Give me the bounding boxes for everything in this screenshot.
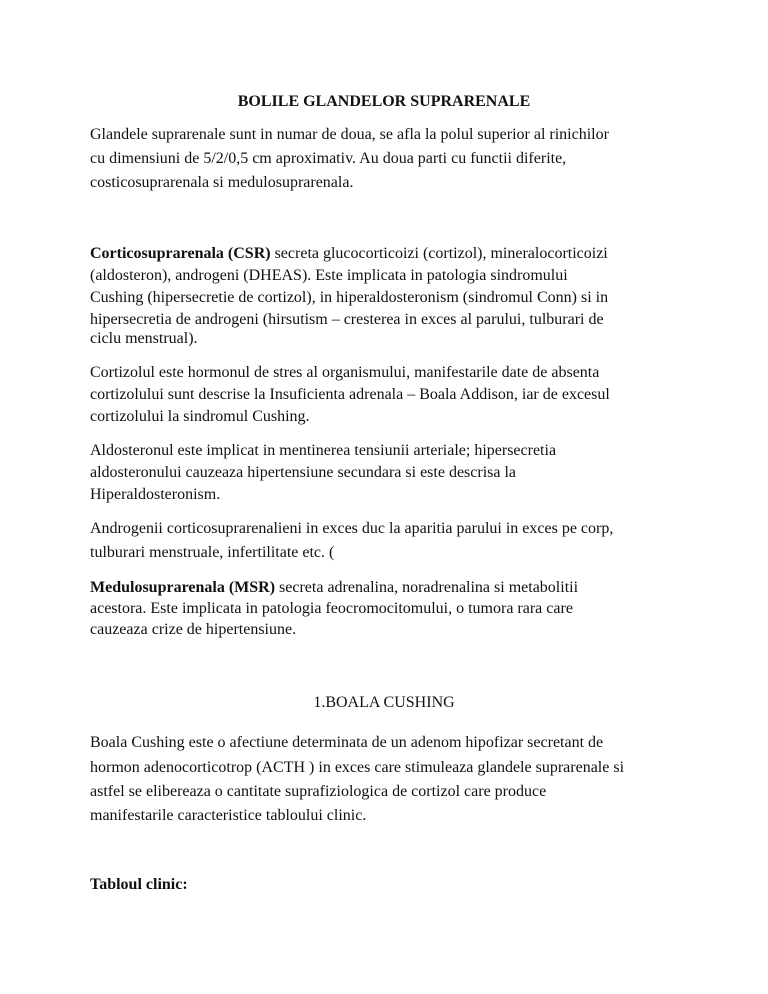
tablou-clinic-heading: Tabloul clinic: — [90, 876, 188, 893]
cushing-line: astfel se elibereaza o cantitate suprafiziologica de cortizol care produce — [90, 783, 547, 800]
androgeni-line: tulburari menstruale, infertilitate etc. ( — [90, 544, 335, 561]
csr-term: Corticosuprarenala (CSR) — [90, 245, 271, 262]
msr-line — [90, 578, 578, 598]
csr-line: hipersecretia de androgeni (hirsutism – cresterea in exces al parului, tulburari de — [90, 311, 604, 328]
cushing-line: manifestarile caracteristice tabloului clinic. — [90, 807, 367, 824]
csr-line: Cushing (hipersecretie de cortizol), in hiperaldosteronism (sindromul Conn) si in — [90, 289, 609, 306]
page-title: BOLILE GLANDELOR SUPRARENALE — [237, 93, 531, 110]
csr-line: (aldosteron), androgeni (DHEAS). Este implicata in patologia sindromului — [90, 267, 568, 284]
cortizol-line: Cortizolul este hormonul de stres al organismului, manifestarile date de absenta — [90, 364, 600, 381]
cushing-line: hormon adenocorticotrop (ACTH ) in exces care stimuleaza glandele suprarenale si — [90, 759, 625, 776]
aldosteron-line: Hiperaldosteronism. — [90, 486, 221, 503]
cortizol-line: cortizolului sunt descrise la Insuficienta adrenala – Boala Addison, iar de excesul — [90, 386, 610, 403]
androgeni-line: Androgenii corticosuprarenalieni in exces duc la aparitia parului in exces pe corp, — [90, 520, 614, 537]
aldosteron-line: aldosteronului cauzeaza hipertensiune secundara si este descrisa la — [90, 464, 517, 481]
intro-line: Glandele suprarenale sunt in numar de doua, se afla la polul superior al rinichilor — [90, 126, 609, 143]
section-heading: 1.BOALA CUSHING — [313, 694, 455, 711]
aldosteron-line: Aldosteronul este implicat in mentinerea tensiunii arteriale; hipersecretia — [90, 442, 557, 459]
intro-line: cu dimensiuni de 5/2/0,5 cm aproximativ. Au doua parti cu functii diferite, — [90, 150, 567, 167]
msr-term: Medulosuprarenala (MSR) — [90, 579, 276, 596]
csr-line: ciclu menstrual). — [90, 330, 198, 347]
msr-line: acestora. Este implicata in patologia feocromocitomului, o tumora rara care — [90, 600, 573, 617]
csr-line-rest: secreta glucocorticoizi (cortizol), mineralocorticoizi — [270, 245, 608, 262]
cortizol-line: cortizolului la sindromul Cushing. — [90, 408, 310, 425]
msr-line: cauzeaza crize de hipertensiune. — [90, 621, 297, 638]
msr-line-rest: secreta adrenalina, noradrenalina si metabolitii — [275, 579, 579, 596]
csr-line — [90, 244, 608, 264]
intro-line: costicosuprarenala si medulosuprarenala. — [90, 174, 354, 191]
cushing-line: Boala Cushing este o afectiune determinata de un adenom hipofizar secretant de — [90, 734, 604, 751]
